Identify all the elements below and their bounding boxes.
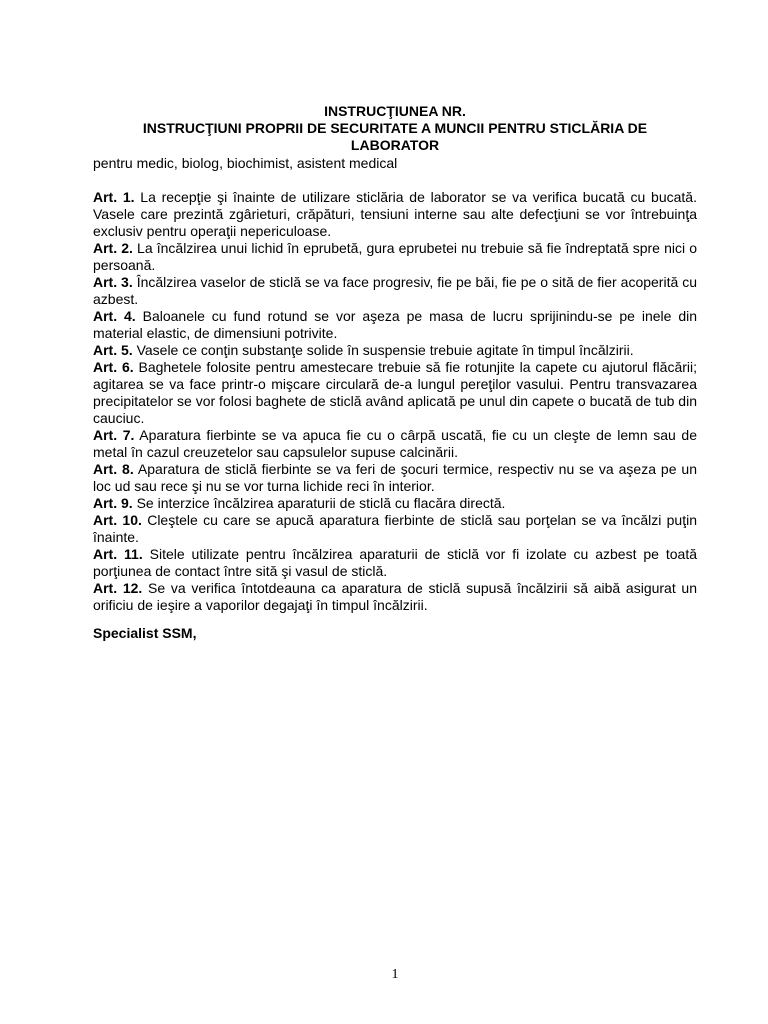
article-4 (93, 308, 697, 342)
article-8 (93, 461, 697, 495)
article-1 (93, 189, 697, 240)
article-10 (93, 512, 697, 546)
article-text: Cleştele cu care se apucă aparatura fierbinte de sticlă sau porţelan se va încălzi puţin înainte. (93, 512, 697, 545)
article-text: Se interzice încălzirea aparaturii de sticlă cu flacăra directă. (136, 495, 506, 511)
article-label: Art. 8. (93, 461, 134, 477)
article-text: Se va verifica întotdeauna ca aparatura de sticlă supusă încălzirii să aibă asigurat un orificiu de ieşire a vaporilor degajaţi în timpul încălzirii. (93, 580, 698, 613)
article-label: Art. 7. (93, 427, 135, 443)
document-title (93, 103, 697, 154)
title-line-1: INSTRUCŢIUNEA NR. (324, 103, 466, 119)
title-line-3: LABORATOR (350, 137, 440, 153)
article-text: Vasele ce conţin substanţe solide în suspensie trebuie agitate în timpul încălzirii. (136, 342, 634, 358)
article-text: La încălzirea unui lichid în eprubetă, gura eprubetei nu trebuie să fie îndreptată spre nici o persoană. (93, 240, 698, 273)
article-label: Art. 12. (93, 580, 143, 596)
article-label: Art. 3. (93, 274, 133, 290)
article-label: Art. 4. (93, 308, 136, 324)
article-label: Art. 11. (93, 546, 143, 562)
article-5 (93, 342, 697, 359)
article-11 (93, 546, 697, 580)
article-label: Art. 5. (93, 342, 133, 358)
title-line-2: INSTRUCŢIUNI PROPRII DE SECURITATE A MUNCII PENTRU STICLĂRIA DE (142, 120, 648, 136)
article-label: Art. 6. (93, 359, 134, 375)
article-label: Art. 10. (93, 512, 142, 528)
page-number: 1 (391, 967, 399, 982)
signature-label: Specialist SSM, (93, 625, 197, 641)
article-text: Baloanele cu fund rotund se vor aşeza pe masa de lucru sprijinindu-se pe inele din material elastic, de dimensiuni potrivite. (93, 308, 698, 341)
article-3 (93, 274, 697, 308)
article-text: Baghetele folosite pentru amestecare trebuie să fie rotunjite la capete cu ajutorul flăcării; agitarea se va face printr-o mişcare circulară de-a lungul pereţilor vasului. Pentru transvazarea precipitatelor se vor folosi baghete de sticlă având aplicată pe unul din capete o bucată de tub din cauciuc. (93, 359, 698, 426)
article-7 (93, 427, 697, 461)
article-label: Art. 1. (93, 189, 135, 205)
article-2 (93, 240, 697, 274)
article-text: La recepţie şi înainte de utilizare sticlăria de laborator se va verifica bucată cu bucată. Vasele care prezintă zgârieturi, crăpături, tensiuni interne sau alte defecţiuni se vor întrebuinţa exclusiv pentru operaţii nepericuloase. (93, 189, 697, 239)
article-6 (93, 359, 697, 427)
article-text: Sitele utilizate pentru încălzirea aparaturii de sticlă vor fi izolate cu azbest pe toată porţiunea de contact între sită şi vasul de sticlă. (93, 546, 697, 579)
article-9 (93, 495, 697, 512)
document-subtitle: pentru medic, biolog, biochimist, asistent medical (93, 155, 398, 171)
article-label: Art. 2. (93, 240, 133, 256)
article-text: Încălzirea vaselor de sticlă se va face progresiv, fie pe băi, fie pe o sită de fier acoperită cu azbest. (93, 274, 697, 307)
article-label: Art. 9. (93, 495, 133, 511)
article-text: Aparatura de sticlă fierbinte se va feri de şocuri termice, respectiv nu se va aşeza pe un loc ud sau rece şi nu se vor turna lichide reci în interior. (93, 461, 697, 494)
article-text: Aparatura fierbinte se va apuca fie cu o cârpă uscată, fie cu un cleşte de lemn sau de metal în cazul creuzetelor sau capsulelor supuse calcinării. (93, 427, 697, 460)
article-12 (93, 580, 697, 614)
articles-list (93, 189, 697, 614)
